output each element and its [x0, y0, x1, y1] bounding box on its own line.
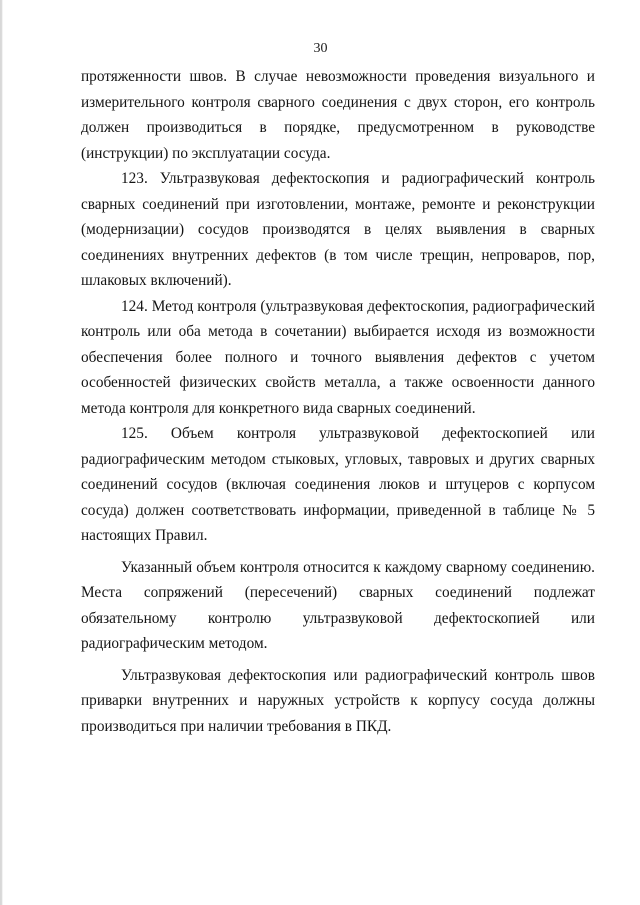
paragraph-scope-note: Указанный объем контроля относится к каждому сварному соединению. Места сопряжений (пересечений) сварных соединений подлежат обязательному контролю ультразвуковой дефектоскопией или радиографическим методом.	[81, 558, 595, 652]
document-body	[81, 64, 595, 739]
paragraph-item-125: 125. Объем контроля ультразвуковой дефектоскопией или радиографическим методом стыковых, угловых, тавровых и других сварных соединений сосудов (включая соединения люков и штуцеров с корпусом сосуда) должен соответствовать информации, приведенной в таблице № 5 настоящих Правил.	[81, 425, 595, 544]
paragraph-item-124: 124. Метод контроля (ультразвуковая дефектоскопия, радиографический контроль или оба метода в сочетании) выбирается исходя из возможности обеспечения более полного и точного выявления дефектов с учетом особенностей физических свойств металла, а также освоенности данного метода контроля для конкретного вида сварных соединений.	[81, 297, 595, 417]
paragraph-attachment-welds: Ультразвуковая дефектоскопия или радиографический контроль швов приварки внутренних и наружных устройств к корпусу сосуда должны производиться при наличии требования в ПКД.	[81, 666, 595, 735]
scan-edge-shadow	[1, 0, 3, 905]
paragraph-item-123: 123. Ультразвуковая дефектоскопия и радиографический контроль сварных соединений при изготовлении, монтаже, ремонте и реконструкции (модернизации) сосудов производятся в целях выявления в сварных соединениях внутренних дефектов (в том числе трещин, непроваров, пор, шлаковых включений).	[81, 170, 595, 289]
page-number: 30	[313, 41, 328, 56]
paragraph-continuation: протяженности швов. В случае невозможности проведения визуального и измерительного контроля сварного соединения с двух сторон, его контроль должен производиться в порядке, предусмотренном в руководстве (инструкции) по эксплуатации сосуда.	[81, 68, 595, 162]
